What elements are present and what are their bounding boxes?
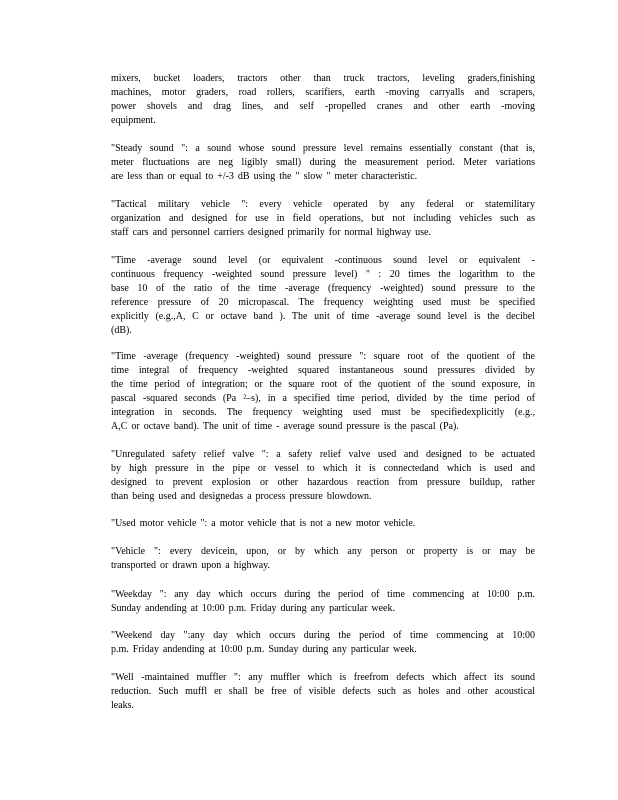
text-line: transported or drawn upon a highway. [111, 560, 271, 571]
text-line: the time period of integration; or the square root of the quotient of the sound exposure, in [111, 379, 535, 390]
text-line: "Vehicle ": every devicein, upon, or by which any person or property is or may be [111, 546, 535, 557]
paragraph-weekend-day [111, 629, 535, 657]
text-line: designed to prevent explosion or other hazardous reaction from pressure buildup, rather [111, 477, 535, 488]
paragraph-weekday [111, 588, 535, 616]
text-line: are less than or equal to +/-3 dB using the " slow " meter characteristic. [111, 171, 418, 182]
text-line: continuous frequency -weighted sound pressure level) " : 20 times the logarithm to the [111, 269, 535, 280]
paragraph-equipment-continuation [111, 72, 535, 128]
text-line: "Weekday ": any day which occurs during the period of time commencing at 10:00 p.m. [111, 589, 535, 600]
paragraph-tactical-military-vehicle [111, 198, 535, 240]
text-line: pascal -squared seconds (Pa ²–s), in a specified time period, divided by the time period of [111, 393, 535, 404]
text-line: by high pressure in the pipe or vessel to which it is connectedand which is used and [111, 463, 535, 474]
text-line: reference pressure of 20 micropascal. The frequency weighting used must be specified [111, 297, 535, 308]
paragraph-time-average-sound-pressure [111, 350, 535, 434]
text-line: time integral of frequency -weighted squared instantaneous sound pressures divided by [111, 365, 535, 376]
text-line: power shovels and drag lines, and self -propelled cranes and other earth -moving [111, 101, 535, 112]
text-line: explicitly (e.g.,A, C or octave band ). The unit of time -average sound level is the decibel [111, 311, 535, 322]
paragraph-vehicle [111, 545, 535, 573]
text-line: than being used and designedas a process pressure blowdown. [111, 491, 372, 502]
text-line: A,C or octave band). The unit of time - average sound pressure is the pascal (Pa). [111, 421, 459, 432]
text-line: meter fluctuations are neg ligibly small) during the measurement period. Meter variations [111, 157, 535, 168]
paragraph-time-average-sound-level [111, 254, 535, 338]
text-line: leaks. [111, 700, 135, 711]
text-line: "Time -average (frequency -weighted) sound pressure ": square root of the quotient of the [111, 351, 535, 362]
text-line: mixers, bucket loaders, tractors other than truck tractors, leveling graders,finishing [111, 73, 535, 84]
text-line: Sunday andending at 10:00 p.m. Friday during any particular week. [111, 603, 395, 614]
text-line: integration in seconds. The frequency weighting used must be specifiedexplicitly (e.g., [111, 407, 535, 418]
paragraph-unregulated-safety-relief-valve [111, 448, 535, 504]
text-line: "Weekend day ":any day which occurs during the period of time commencing at 10:00 [111, 630, 535, 641]
paragraph-steady-sound [111, 142, 535, 184]
text-line: organization and designed for use in field operations, but not including vehicles such as [111, 213, 535, 224]
text-line: "Steady sound ": a sound whose sound pressure level remains essentially constant (that is, [111, 143, 535, 154]
text-line: machines, motor graders, road rollers, scarifiers, earth -moving carryalls and scrapers, [111, 87, 535, 98]
text-line: "Used motor vehicle ": a motor vehicle that is not a new motor vehicle. [111, 518, 416, 529]
text-line: reduction. Such muffl er shall be free of visible defects such as holes and other acoustical [111, 686, 535, 697]
text-line: "Well -maintained muffler ": any muffler which is freefrom defects which affect its sound [111, 672, 535, 683]
text-line: p.m. Friday andending at 10:00 p.m. Sunday during any particular week. [111, 644, 417, 655]
text-line: equipment. [111, 115, 156, 126]
paragraph-used-motor-vehicle [111, 517, 535, 531]
text-line: "Time -average sound level (or equivalent -continuous sound level or equivalent - [111, 255, 535, 266]
text-line: base 10 of the ratio of the time -average (frequency -weighted) sound pressure to the [111, 283, 535, 294]
text-line: staff cars and personnel carriers designed primarily for normal highway use. [111, 227, 431, 238]
text-line: "Tactical military vehicle ": every vehicle operated by any federal or statemilitary [111, 199, 535, 210]
paragraph-well-maintained-muffler [111, 671, 535, 713]
text-line: (dB). [111, 325, 132, 336]
text-line: "Unregulated safety relief valve ": a safety relief valve used and designed to be actuated [111, 449, 535, 460]
